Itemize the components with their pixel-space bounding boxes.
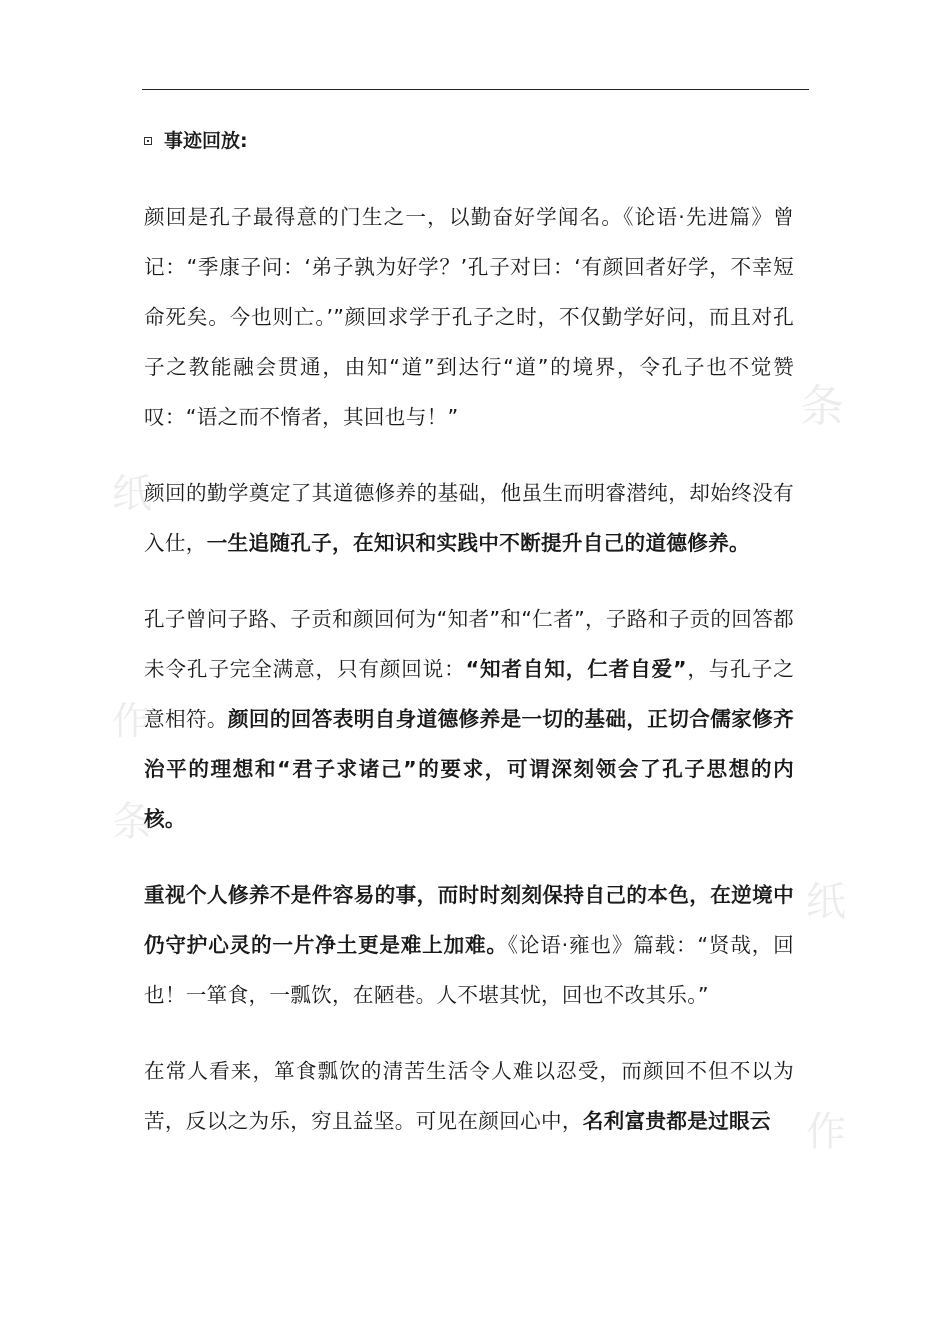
header-rule [142,89,809,90]
text-run: 在常人看来，箪食瓢饮的清苦生活令人难以忍受，而颜回不但不以为苦，反以之为乐，穷且益坚。可见在颜回心中， [144,1059,794,1133]
body-paragraph [144,594,794,844]
bold-text-run: 名利富贵都是过眼云 [582,1109,771,1133]
square-bullet-icon [144,137,152,145]
watermark-glyph: 作 [806,1109,846,1155]
body-paragraph [144,192,794,442]
body-paragraph [144,1046,794,1146]
bold-text-run: 重视个人修养不是件容易的事，而时时刻刻保持自己的本色，在逆境中仍守护心灵的一片净土更是难上加难。 [144,883,794,957]
watermark-glyph: 作 [112,699,151,743]
watermark-glyph: 纸 [112,471,152,517]
section-heading [144,126,248,156]
text-run: 颜回的勤学奠定了其道德修养的基础，他虽生而明睿潜纯，却始终没有入仕， [144,481,794,555]
watermark-glyph: 纸 [806,879,846,925]
bold-text-run: 一生追随孔子，在知识和实践中不断提升自己的道德修养。 [206,531,750,555]
text-run: 孔子曾问子路、子贡和颜回何为“知者”和“仁者”，子路和子贡的回答都未令孔子完全满意，只有颜回说： [144,607,794,681]
body-paragraph [144,870,794,1020]
watermark-glyph: 条 [800,381,844,432]
watermark-glyph: 条 [112,799,152,845]
text-run: ，与孔子之意相符。 [144,657,794,731]
text-run: 《论语·雍也》篇载：“贤哉，回也！一箪食，一瓢饮，在陋巷。人不堪其忧，回也不改其乐。” [144,933,794,1007]
bold-text-run: 颜回的回答表明自身道德修养是一切的基础，正切合儒家修齐治平的理想和“君子求诸己”的要求，可谓深刻领会了孔子思想的内核。 [144,707,794,831]
bold-text-run: “知者自知，仁者自爱” [465,657,687,681]
article-body [144,192,794,1146]
section-heading-text: 事迹回放: [164,130,248,152]
text-run: 颜回是孔子最得意的门生之一，以勤奋好学闻名。《论语·先进篇》曾记：“季康子问：‘弟子孰为好学？’孔子对曰：‘有颜回者好学，不幸短命死矣。今也则亡。’”颜回求学于孔子之时，不仅勤学好问，而且对孔子之教能融会贯通，由知“道”到达行“道”的境界，令孔子也不觉赞叹：“语之而不惰者，其回也与！” [144,205,794,429]
body-paragraph [144,468,794,568]
